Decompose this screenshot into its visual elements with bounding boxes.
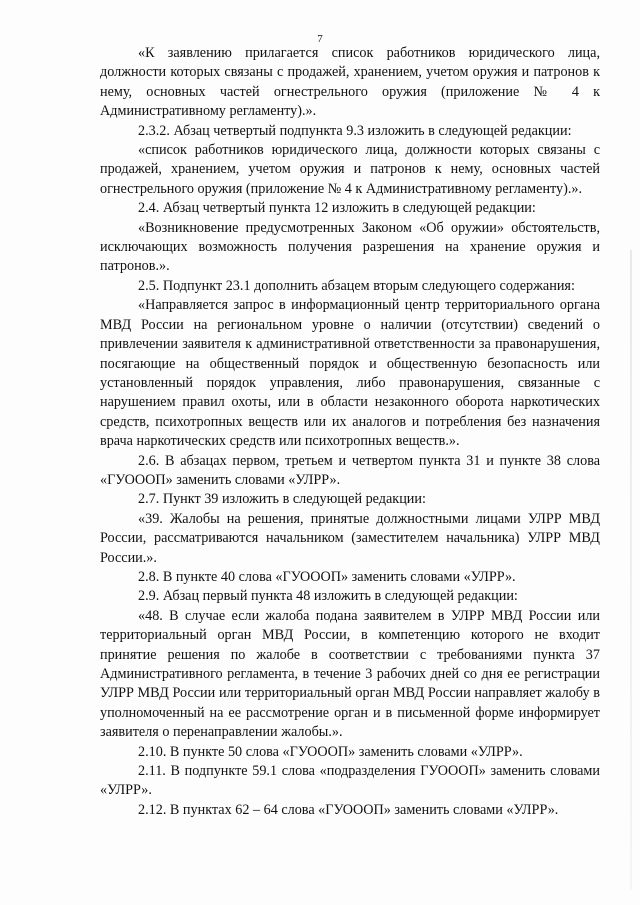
paragraph-quote-circumstances: «Возникновение предусмотренных Законом «Об оружии» обстоятельств, исключающих возможность получения разрешения на хранение оружия и патронов.». <box>100 219 600 275</box>
scan-edge-mark <box>630 250 632 890</box>
paragraph-quote-39: «39. Жалобы на решения, принятые должностными лицами УЛРР МВД России, рассматриваются начальником (заместителем начальника) УЛРР МВД России.». <box>100 510 600 566</box>
document-body <box>100 44 600 820</box>
paragraph-2-4: 2.4. Абзац четвертый пункта 12 изложить в следующей редакции: <box>138 200 536 217</box>
paragraph-2-5: 2.5. Подпункт 23.1 дополнить абзацем вторым следующего содержания: <box>138 277 575 294</box>
paragraph-2-7: 2.7. Пункт 39 изложить в следующей редакции: <box>138 491 426 508</box>
paragraph-quote-request: «Направляется запрос в информационный центр территориального органа МВД России на региональном уровне о наличии (отсутствии) сведений о привлечении заявителя к административной ответственности за правонарушения, посягающие на общественный порядок и общественную безопасность или установленный порядок управления, либо правонарушения, связанные с нарушением правил охоты, или в области незаконного оборота наркотических средств, психотропных веществ или их аналогов и потребления без назначения врача наркотических средств или психотропных веществ.». <box>100 297 600 450</box>
paragraph-quote-48: «48. В случае если жалоба подана заявителем в УЛРР МВД России или территориальный орган МВД России, в компетенцию которого не входит принятие решения по жалобе в соответствии с требованиями пункта 37 Административного регламента, в течение 3 рабочих дней со дня ее регистрации УЛРР МВД России или территориальный орган МВД России направляет жалобу в уполномоченный на ее рассмотрение орган и в письменной форме информирует заявителя о перенаправлении жалобы.». <box>100 607 600 741</box>
paragraph-2-11: 2.11. В подпункте 59.1 слова «подразделения ГУОООП» заменить словами «УЛРР». <box>100 763 600 799</box>
paragraph-2-3-2: 2.3.2. Абзац четвертый подпункта 9.3 изложить в следующей редакции: <box>138 122 572 139</box>
paragraph-2-12: 2.12. В пунктах 62 – 64 слова «ГУОООП» заменить словами «УЛРР». <box>138 801 559 818</box>
paragraph-quote-appendix: «К заявлению прилагается список работников юридического лица, должности которых связаны с продажей, хранением, учетом оружия и патронов к нему, основных частей огнестрельного оружия (приложение № 4 к Административному регламенту).». <box>100 45 600 120</box>
paragraph-2-8: 2.8. В пункте 40 слова «ГУОООП» заменить словами «УЛРР». <box>138 568 516 585</box>
paragraph-2-6: 2.6. В абзацах первом, третьем и четвертом пункта 31 и пункте 38 слова «ГУОООП» заменить словами «УЛРР». <box>100 452 600 488</box>
paragraph-2-9: 2.9. Абзац первый пункта 48 изложить в следующей редакции: <box>138 588 518 605</box>
page-number: 7 <box>317 33 323 45</box>
paragraph-2-10: 2.10. В пункте 50 слова «ГУОООП» заменить словами «УЛРР». <box>138 743 523 760</box>
paragraph-quote-employee-list: «список работников юридического лица, должности которых связаны с продажей, хранением, учетом оружия и патронов к нему, основных частей огнестрельного оружия (приложение № 4 к Административному регламенту).». <box>100 142 600 197</box>
